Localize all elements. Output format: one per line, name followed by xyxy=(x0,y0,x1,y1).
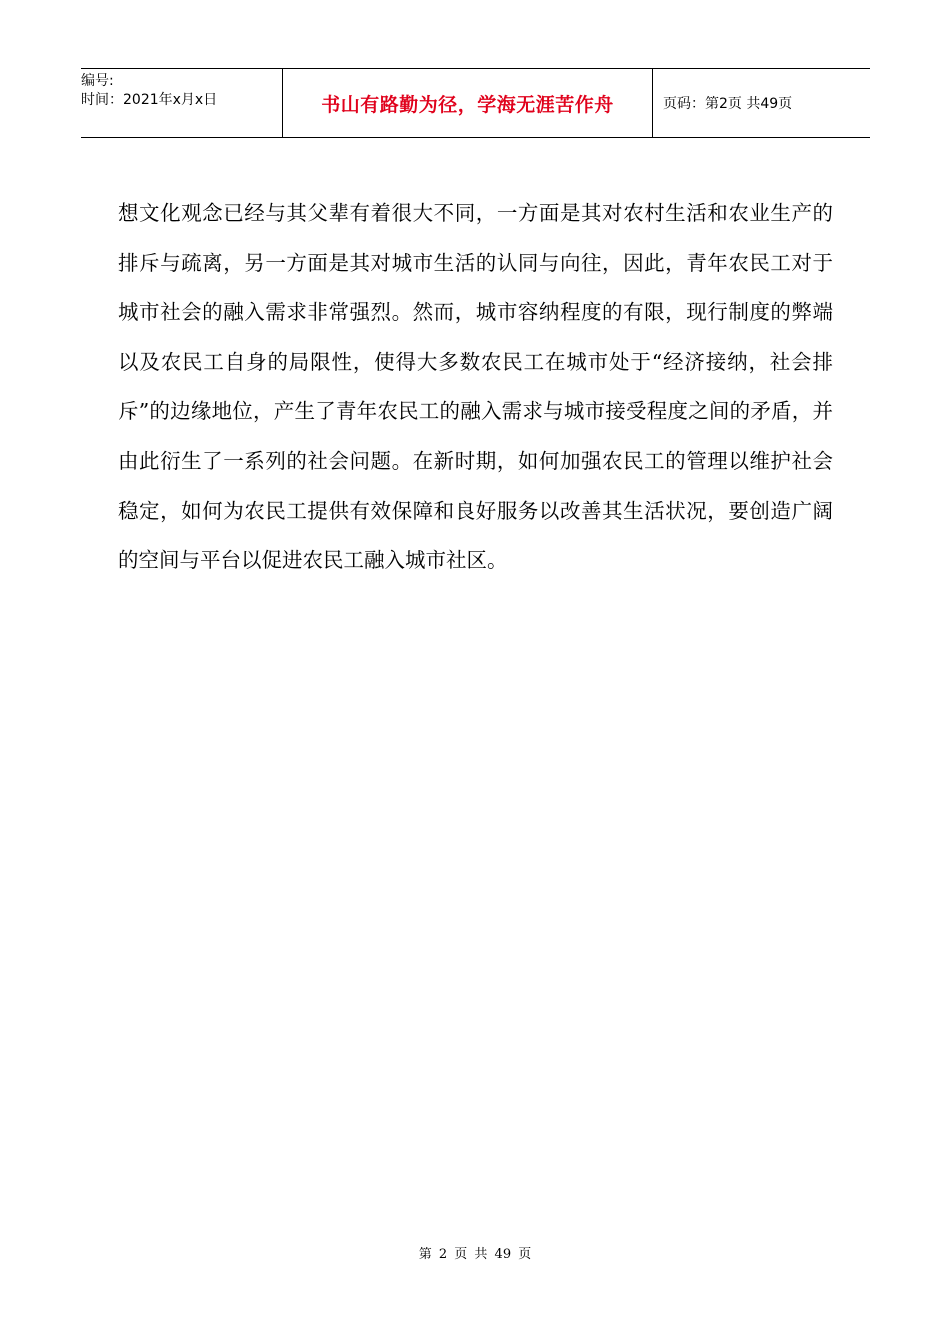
header-page-info: 页码：第2页 共49页 xyxy=(663,96,793,112)
header-motto: 书山有路勤为径，学海无涯苦作舟 xyxy=(282,69,653,137)
page-header xyxy=(81,68,870,138)
header-meta xyxy=(81,69,282,137)
body-paragraph: 想文化观念已经与其父辈有着很大不同，一方面是其对农村生活和农业生产的排斥与疏离，另一方面是其对城市生活的认同与向往，因此，青年农民工对于城市社会的融入需求非常强烈。然而，城市容纳程度的有限，现行制度的弊端以及农民工自身的局限性，使得大多数农民工在城市处于“经济接纳，社会排斥”的边缘地位，产生了青年农民工的融入需求与城市接受程度之间的矛盾，并由此衍生了一系列的社会问题。在新时期，如何加强农民工的管理以维护社会稳定，如何为农民工提供有效保障和良好服务以改善其生活状况，要创造广阔的空间与平台以促进农民工融入城市社区。 xyxy=(118,201,833,573)
page-footer: 第 2 页 共 49 页 xyxy=(418,1247,532,1262)
document-date: 时间：2021年x月x日 xyxy=(81,92,218,108)
document-number: 编号: xyxy=(81,73,114,89)
